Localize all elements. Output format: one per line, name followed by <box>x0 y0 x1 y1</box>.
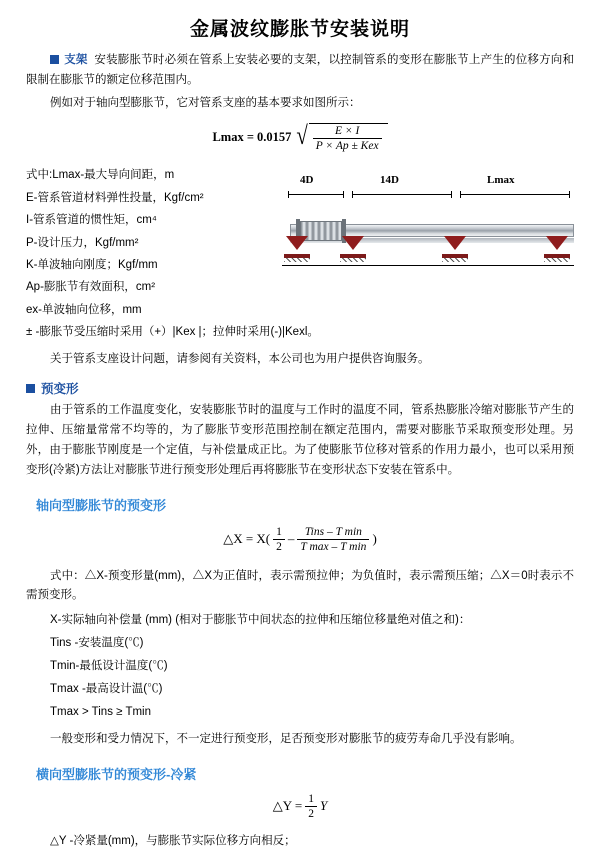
document-page <box>0 14 600 847</box>
axial-item: X-实际轴向补偿量 (mm) (相对于膨胀节中间状态的拉伸和压缩位移量绝对值之和)： <box>50 614 471 627</box>
dimension-14d <box>352 194 452 195</box>
figure-label-14d: 14D <box>380 174 399 187</box>
definitions-and-figure <box>26 164 574 343</box>
axial-item: Tmax -最高设计温(℃) <box>50 683 163 696</box>
piping-support-diagram <box>282 174 574 284</box>
dimension-lines <box>282 190 574 200</box>
axial-frac2-num: Tins – T min <box>297 526 369 540</box>
lateral-predeform-formula <box>26 793 574 820</box>
definition-item: P-设计压力，Kgf/mm² <box>26 236 139 249</box>
axial-predeform-note: 式中：△X-预变形量(mm)，△X为正值时，表示需预拉伸；为负值时，表示需预压缩；△X＝0时表示不需预变形。 <box>26 569 574 602</box>
axial-item: Tmax > Tins ≥ Tmin <box>50 706 151 719</box>
document-body <box>0 51 600 852</box>
axial-frac2-den: T max – T min <box>300 540 367 553</box>
axial-item: Tins -安装温度(℃) <box>50 637 144 650</box>
piping-figure-column <box>276 164 574 284</box>
axial-predeform-heading: 轴向型膨胀节的预变形 <box>36 497 167 513</box>
predeform-paragraph-1: 由于管系的工作温度变化，安装膨胀节时的温度与工作时的温度不同，管系热膨胀冷缩对膨胀节产生的拉伸、压缩量常常不均等的，为了膨胀节变形范围控制在额定范围内，需要对膨胀节采取预变形处理。另外，由于膨胀节刚度是一个定值，与补偿量成正比。为了使膨胀节位移对管系的作用力最小，也可以采用预变形(冷紧)方法让对膨胀节进行预变形处理后再将膨胀节在变形状态下安装在管系中。 <box>26 404 574 476</box>
definition-item: E-管系管道材料弹性投量，Kgf/cm² <box>26 191 204 204</box>
support-anchor-4-icon <box>544 236 570 258</box>
axial-formula-minus: – <box>287 531 295 546</box>
lmax-numerator: E × I <box>313 125 382 139</box>
definition-item: ± -膨胀节受压缩时采用（+）|Kex |；拉伸时采用(-)|Kexl。 <box>26 326 319 339</box>
figure-label-lmax: Lmax <box>487 174 515 187</box>
definition-item: 式中:Lmax-最大导向间距，m <box>26 169 175 182</box>
predeform-heading-row <box>26 379 574 397</box>
support-section-paragraph-1 <box>26 51 574 91</box>
figure-labels <box>282 174 574 190</box>
definition-item: K-单波轴向刚度；Kgf/mm <box>26 258 158 271</box>
bullet-square-icon <box>26 384 35 393</box>
lateral-frac-num: 1 <box>305 793 317 807</box>
lateral-predeform-note: △Y -冷紧量(mm)，与膨胀节实际位移方向相反； <box>50 834 296 847</box>
axial-frac1-den: 2 <box>276 540 282 553</box>
support-anchor-1-icon <box>284 236 310 258</box>
page-title: 金属波纹膨胀节安装说明 <box>189 19 410 40</box>
square-root-icon: √ $\frac{E \times I}{\text{P × Ap ± Kex}}$ <box>295 123 387 152</box>
axial-frac1-num: 1 <box>273 526 285 540</box>
figure-label-4d: 4D <box>300 174 314 187</box>
lmax-denominator: P × Ap ± Kex <box>315 140 379 153</box>
support-paragraph-2: 例如对于轴向型膨胀节，它对管系支座的基本要求如图所示： <box>50 96 361 109</box>
predeform-heading: 预变形 <box>41 382 79 397</box>
bullet-square-icon <box>50 55 59 64</box>
axial-predeform-items <box>50 609 574 724</box>
axial-predeform-tail: 一般变形和受力情况下，不一定进行预变形，足否预变形对膨胀节的疲劳寿命几乎没有影响。 <box>50 733 522 746</box>
lateral-formula-rhs: Y <box>320 798 328 814</box>
definition-item: ex-单波轴向位移，mm <box>26 303 142 316</box>
axial-item: Tmin-最低设计温度(℃) <box>50 660 168 673</box>
support-anchor-2-icon <box>340 236 366 258</box>
lmax-formula <box>26 123 574 152</box>
dimension-lmax <box>460 194 570 195</box>
definition-item: I-管系管道的惯性矩，cm⁴ <box>26 214 157 227</box>
lateral-predeform-heading: 横向型膨胀节的预变形-冷紧 <box>36 766 197 782</box>
axial-formula-rhs: ) <box>372 531 377 546</box>
axial-predeform-formula <box>26 526 574 553</box>
support-heading: 支架 <box>64 54 88 66</box>
ground-line <box>282 265 574 266</box>
lateral-frac-den: 2 <box>308 807 314 820</box>
axial-formula-lhs: △X = X( <box>223 531 271 546</box>
support-paragraph-1-text: 安装膨胀节时必须在管系上安装必要的支架，以控制管系的变形在膨胀节上产生的位移方向和限制在膨胀节的额定位移范围内。 <box>26 54 574 86</box>
lmax-formula-lhs: Lmax = 0.0157 <box>212 130 292 145</box>
support-paragraph-3: 关于管系支座设计问题，请参阅有关资料，本公司也为用户提供咨询服务。 <box>50 352 430 365</box>
support-anchor-3-icon <box>442 236 468 258</box>
lateral-formula-lhs: △Y = <box>272 798 303 814</box>
dimension-4d <box>288 194 344 195</box>
pipe-assembly <box>282 202 574 280</box>
definition-item: Ap-膨胀节有效面积，cm² <box>26 281 156 294</box>
